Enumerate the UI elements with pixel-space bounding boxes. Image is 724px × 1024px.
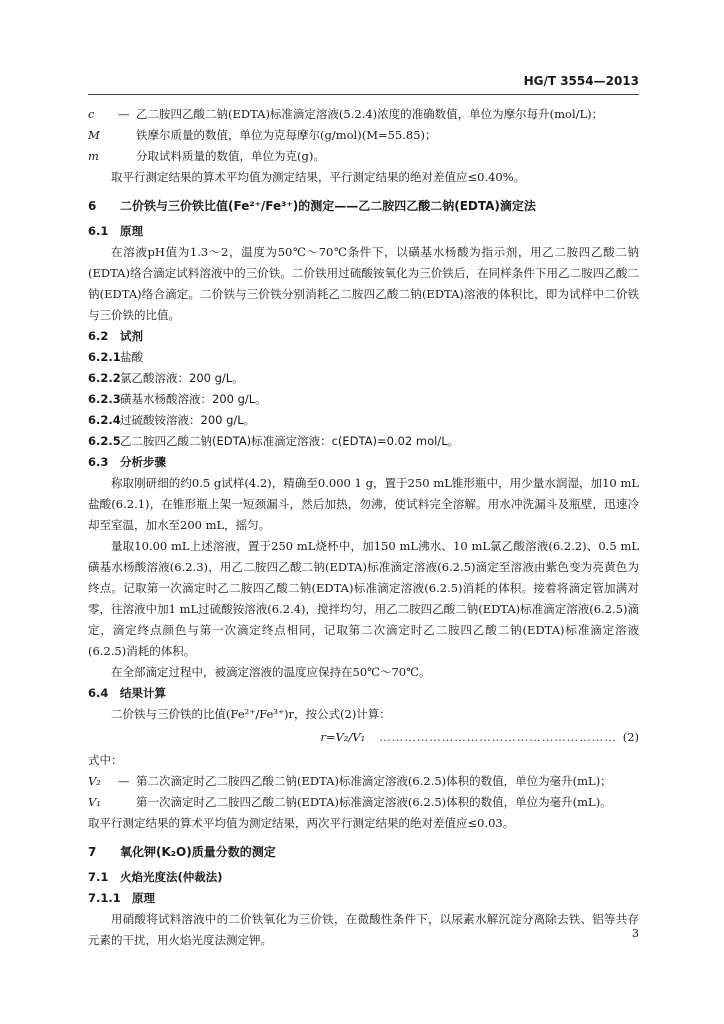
variable-symbol: m (88, 149, 99, 163)
header-rule (88, 94, 639, 95)
reagent-number: 6.2.3 (88, 392, 121, 406)
formula-2 (88, 727, 639, 748)
reagent-text: 氯乙酸溶液：200 g/L。 (120, 371, 244, 385)
section-number: 6.4 (88, 686, 109, 700)
variable-description: 第二次滴定时乙二胺四乙酸二钠(EDTA)标准滴定溶液(6.2.5)体积的数值，单位为毫升(mL)； (136, 774, 612, 788)
paragraph-procedure-1: 称取刚研细的约0.5 g试样(4.2)，精确至0.000 1 g，置于250 mL锥形瓶中，用少量水润湿，加10 mL盐酸(6.2.1)，在锥形瓶上架一短颈漏斗，然后加热，勿沸，使试料完全溶解。用水冲洗漏斗及瓶壁，迅速冷却至室温，加水至200 mL，摇匀。 (88, 476, 639, 532)
section-6-4-heading (88, 683, 639, 704)
section-title: 分析步骤 (120, 455, 166, 469)
variable-symbol: c (88, 107, 95, 121)
page-content (88, 104, 639, 951)
section-number: 6.3 (88, 455, 109, 469)
section-7-1-heading (88, 867, 639, 888)
variable-definition (88, 792, 639, 813)
variable-definition (88, 146, 639, 167)
section-number: 7.1.1 (88, 891, 121, 905)
section-number: 7.1 (88, 870, 109, 884)
page-number: 3 (632, 927, 639, 940)
variable-dash (118, 125, 136, 146)
variable-symbol: V₂ (88, 774, 101, 788)
reagent-item (88, 410, 639, 431)
paragraph-principle-7: 用硝酸将试料溶液中的二价铁氧化为三价铁，在微酸性条件下，以尿素水解沉淀分离除去铁、铝等共存元素的干扰，用火焰光度法测定钾。 (88, 912, 639, 947)
section-number: 6 (88, 199, 97, 213)
reagent-number: 6.2.5 (88, 434, 121, 448)
section-number: 6.1 (88, 224, 109, 238)
reagent-text: 过硫酸铵溶液：200 g/L。 (120, 413, 256, 427)
formula-number: (2) (622, 730, 639, 744)
section-number: 6.2 (88, 329, 109, 343)
section-number: 7 (88, 845, 97, 859)
paragraph-tolerance: 取平行测定结果的算术平均值为测定结果，平行测定结果的绝对差值应≤0.40%。 (111, 170, 526, 184)
reagent-item (88, 431, 639, 452)
variable-description: 铁摩尔质量的数值，单位为克每摩尔(g/mol)(M=55.85)； (136, 128, 437, 142)
section-title: 原理 (132, 891, 155, 905)
variable-symbol: V₁ (88, 795, 101, 809)
variable-dash (118, 146, 136, 167)
where-label: 式中： (88, 753, 123, 767)
section-title: 二价铁与三价铁比值(Fe²⁺/Fe³⁺)的测定——乙二胺四乙酸二钠(EDTA)滴定法 (120, 199, 536, 213)
formula-expression: r=V₂/V₁ (320, 730, 366, 744)
variable-dash (118, 792, 136, 813)
paragraph-procedure-3: 在全部滴定过程中，被滴定溶液的温度应保持在50℃～70℃。 (111, 665, 431, 679)
variable-description: 乙二胺四乙酸二钠(EDTA)标准滴定溶液(5.2.4)浓度的准确数值，单位为摩尔每升(mol/L)； (136, 107, 604, 121)
section-6-2-heading (88, 326, 639, 347)
reagent-item (88, 389, 639, 410)
variable-dash: — (118, 774, 130, 788)
section-6-1-heading (88, 221, 639, 242)
reagent-item (88, 368, 639, 389)
section-7-1-1-heading (88, 888, 639, 909)
paragraph-procedure-2: 量取10.00 mL上述溶液，置于250 mL烧杯中，加150 mL沸水、10 mL氯乙酸溶液(6.2.2)、0.5 mL磺基水杨酸溶液(6.2.3)，用乙二胺四乙酸二钠(EDTA)标准滴定溶液(6.2.5)滴定至溶液由紫色变为亮黄色为终点。记取第一次滴定时乙二胺四乙酸二钠(EDTA)标准滴定溶液(6.2.5)消耗的体积。接着将滴定管加满对零，往溶液中加1 mL过硫酸铵溶液(6.2.4)，搅拌均匀，用乙二胺四乙酸二钠(EDTA)标准滴定溶液(6.2.5)滴定，滴定终点颜色与第一次滴定终点相同，记取第二次滴定时乙二胺四乙酸二钠(EDTA)标准滴定溶液(6.2.5)消耗的体积。 (88, 539, 639, 658)
reagent-number: 6.2.4 (88, 413, 121, 427)
variable-description: 分取试料质量的数值，单位为克(g)。 (136, 149, 325, 163)
reagent-text: 乙二胺四乙酸二钠(EDTA)标准滴定溶液：c(EDTA)=0.02 mol/L。 (120, 434, 460, 448)
formula-leader-dots: ………………………………………………… (379, 730, 617, 744)
section-title: 原理 (120, 224, 143, 238)
variable-dash: — (118, 107, 130, 121)
section-title: 氧化钾(K₂O)质量分数的测定 (120, 845, 276, 859)
variable-definition (88, 104, 639, 125)
paragraph-tolerance-2: 取平行测定结果的算术平均值为测定结果，两次平行测定结果的绝对差值应≤0.03。 (88, 816, 515, 830)
section-6-heading (88, 196, 639, 217)
section-title: 火焰光度法(仲裁法) (120, 870, 223, 884)
variable-definition (88, 125, 639, 146)
variable-description: 第一次滴定时乙二胺四乙酸二钠(EDTA)标准滴定溶液(6.2.5)体积的数值，单位为毫升(mL)。 (136, 795, 612, 809)
variable-symbol: M (88, 128, 100, 142)
standard-code: HG/T 3554—2013 (523, 74, 639, 88)
reagent-item (88, 347, 639, 368)
reagent-text: 盐酸 (120, 350, 143, 364)
section-title: 试剂 (120, 329, 143, 343)
reagent-text: 磺基水杨酸溶液：200 g/L。 (120, 392, 267, 406)
reagent-number: 6.2.1 (88, 350, 121, 364)
paragraph-calculation: 二价铁与三价铁的比值(Fe²⁺/Fe³⁺)r，按公式(2)计算： (111, 707, 391, 721)
variable-definition (88, 771, 639, 792)
section-title: 结果计算 (120, 686, 166, 700)
paragraph-principle: 在溶液pH值为1.3～2，温度为50℃～70℃条件下，以磺基水杨酸为指示剂，用乙二胺四乙酸二钠(EDTA)络合滴定试料溶液中的三价铁。二价铁用过硫酸铵氧化为三价铁后，在同样条件下用乙二胺四乙酸二钠(EDTA)络合滴定。二价铁与三价铁分别消耗乙二胺四乙酸二钠(EDTA)溶液的体积比，即为试样中二价铁与三价铁的比值。 (88, 245, 639, 322)
section-6-3-heading (88, 452, 639, 473)
reagent-number: 6.2.2 (88, 371, 121, 385)
section-7-heading (88, 842, 639, 863)
